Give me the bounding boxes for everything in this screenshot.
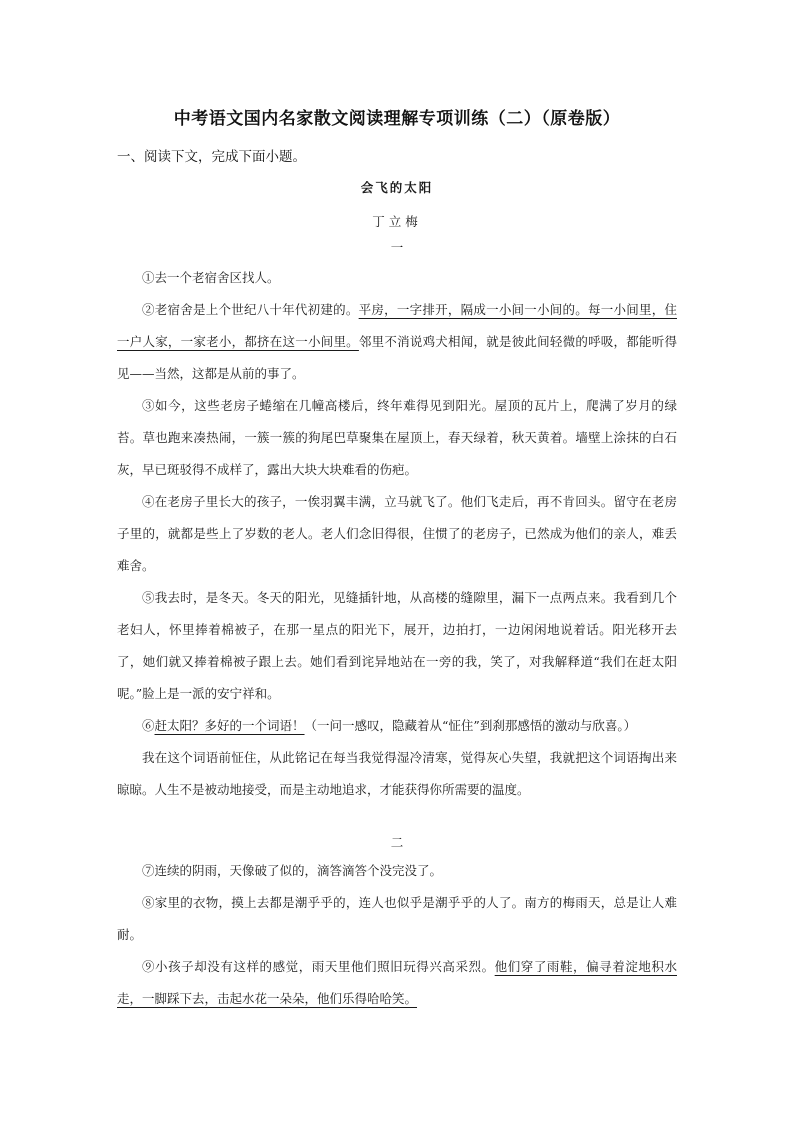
paragraph-6-continued: 我在这个词语前怔住，从此铭记在每当我觉得湿冷清寒，觉得灰心失望，我就把这个词语掏出来晾晾。人生不是被动地接受，而是主动地追求，才能获得你所需要的温度。 bbox=[117, 750, 677, 797]
paragraph-6: ⑥赶太阳？多好的一个词语！（一问一感叹，隐藏着从“怔住”到刹那感悟的激动与欣喜。） bbox=[142, 718, 637, 733]
article-title: 会飞的太阳 bbox=[360, 180, 434, 195]
paragraph-4: ④在老房子里长大的孩子，一俟羽翼丰满，立马就飞了。他们飞走后，再不肯回头。留守在老房子里的，就都是些上了岁数的老人。老人们念旧得很，住惯了的老房子，已然成为他们的亲人，难丢难舍。 bbox=[117, 494, 677, 573]
underlined-sentence: 他们穿了雨鞋，偏寻着淀地积水走，一脚踩下去，击起水花一朵朵，他们乐得哈哈笑。 bbox=[117, 959, 677, 1006]
paragraph-9: ⑨小孩子却没有这样的感觉，雨天里他们照旧玩得兴高采烈。他们穿了雨鞋，偏寻着淀地积水走，一脚踩下去，击起水花一朵朵，他们乐得哈哈笑。 bbox=[117, 959, 677, 1006]
article-author: 丁立梅 bbox=[372, 214, 422, 229]
part-marker-1: 一 bbox=[390, 240, 404, 255]
section-instruction: 一、阅读下文，完成下面小题。 bbox=[117, 149, 306, 165]
underlined-sentence: 平房，一字排开，隔成一小间一小间的。每一小间里，住一户人家，一家老小，都挤在这一小间里。 bbox=[117, 302, 677, 349]
paragraph-3: ③如今，这些老房子蜷缩在几幢高楼后，终年难得见到阳光。屋顶的瓦片上，爬满了岁月的绿苔。草也跑来凑热闹，一簇一簇的狗尾巴草聚集在屋顶上，春天绿着，秋天黄着。墙壁上涂抹的白石灰，早已斑驳得不成样了，露出大块大块难看的伤疤。 bbox=[117, 398, 677, 477]
paragraph-5: ⑤我去时，是冬天。冬天的阳光，见缝插针地，从高楼的缝隙里，漏下一点两点来。我看到几个老妇人，怀里捧着棉被子，在那一星点的阳光下，展开，边拍打，一边闲闲地说着话。阳光移开去了，她们就又捧着棉被子跟上去。她们看到诧异地站在一旁的我，笑了，对我解释道“我们在赶太阳呢。”脸上是一派的安宁祥和。 bbox=[117, 590, 677, 701]
paragraph-1: ①去一个老宿舍区找人。 bbox=[142, 270, 280, 285]
paragraph-2: ②老宿舍是上个世纪八十年代初建的。平房，一字排开，隔成一小间一小间的。每一小间里，住一户人家，一家老小，都挤在这一小间里。邻里不消说鸡犬相闻，就是彼此间轻微的呼吸，都能听得见——当然，这都是从前的事了。 bbox=[117, 302, 677, 381]
paragraph-8: ⑧家里的衣物，摸上去都是潮乎乎的，连人也似乎是潮乎乎的人了。南方的梅雨天，总是让人难耐。 bbox=[117, 895, 677, 942]
document-title: 中考语文国内名家散文阅读理解专项训练（二）（原卷版） bbox=[173, 109, 621, 129]
part-marker-2: 二 bbox=[390, 835, 404, 850]
underlined-sentence: 赶太阳？多好的一个词语！ bbox=[154, 718, 305, 733]
article-body-part-1 bbox=[117, 262, 677, 806]
paragraph-7: ⑦连续的阴雨，天像破了似的，滴答滴答个没完没了。 bbox=[142, 863, 443, 878]
article-body-part-2 bbox=[117, 855, 677, 1015]
